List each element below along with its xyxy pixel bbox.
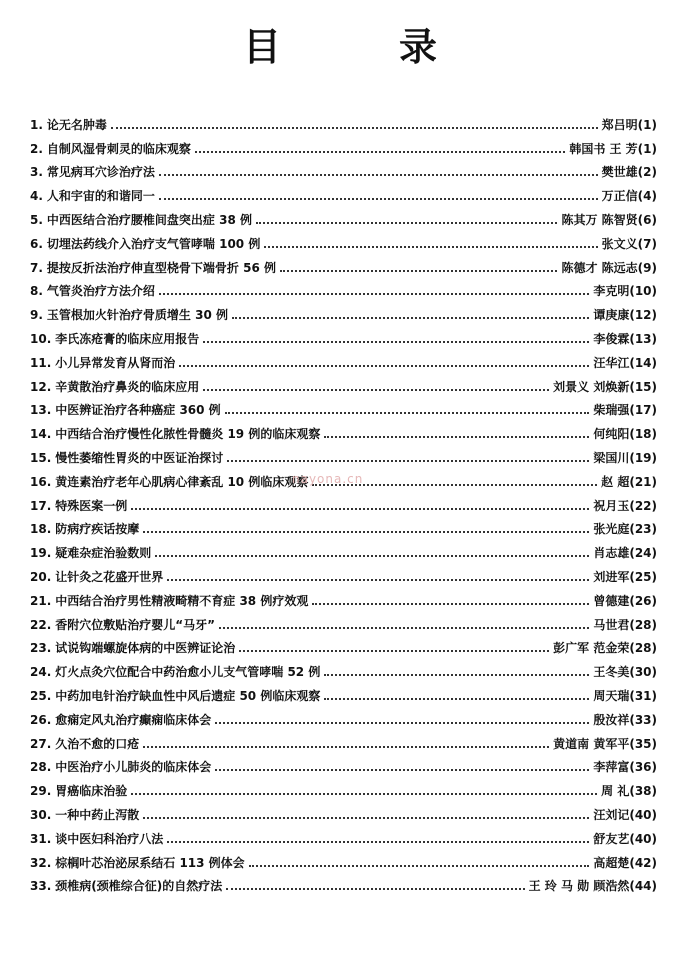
toc-entry[interactable] <box>30 204 657 228</box>
dot-leader <box>215 722 589 724</box>
entry-title: 香附穴位敷贴治疗婴儿“马牙” <box>55 617 216 632</box>
entry-number: 26. <box>30 712 52 727</box>
toc-entry[interactable] <box>30 347 657 371</box>
entry-number: 15. <box>30 450 52 465</box>
entry-page: (38) <box>629 784 657 799</box>
dot-leader <box>215 769 589 771</box>
entry-title: 中西医结合治疗腰椎间盘突出症 38 例 <box>46 212 252 227</box>
entry-authors: 王冬美 <box>593 665 630 680</box>
entry-title: 论无名肿毒 <box>46 117 107 132</box>
dot-leader <box>143 531 589 533</box>
entry-title: 一种中药止泻散 <box>55 807 140 822</box>
entry-number: 3. <box>30 165 43 180</box>
entry-title: 常见病耳穴诊治疗法 <box>46 165 155 180</box>
entry-number: 20. <box>30 569 52 584</box>
entry-page: (25) <box>629 569 657 584</box>
entry-authors: 高超楚 <box>593 855 630 870</box>
entry-number: 25. <box>30 688 52 703</box>
page-title <box>0 16 680 71</box>
dot-leader <box>203 341 589 343</box>
toc-entry[interactable] <box>30 133 657 157</box>
entry-authors: 刘景义 刘焕新 <box>553 379 630 394</box>
entry-number: 5. <box>30 212 43 227</box>
toc-entry[interactable] <box>30 299 657 323</box>
entry-title: 久治不愈的口疮 <box>55 736 140 751</box>
entry-authors: 马世君 <box>593 617 630 632</box>
entry-title: 黄连素治疗老年心肌病心律紊乱 10 例临床观察 <box>55 474 309 489</box>
entry-page: (42) <box>629 855 657 870</box>
entry-authors: 汪华江 <box>593 355 630 370</box>
entry-page: (18) <box>629 427 657 442</box>
toc-entry[interactable] <box>30 871 657 895</box>
dot-leader <box>159 198 598 200</box>
entry-authors: 谭庚康 <box>593 308 630 323</box>
toc-entry[interactable] <box>30 514 657 538</box>
entry-authors: 张光庭 <box>593 522 630 537</box>
entry-title: 防病疗疾话按摩 <box>55 522 140 537</box>
entry-number: 32. <box>30 855 52 870</box>
entry-page: (19) <box>629 450 657 465</box>
entry-authors: 李克明 <box>593 284 630 299</box>
toc-entry[interactable] <box>30 490 657 514</box>
entry-page: (28) <box>629 617 657 632</box>
dot-leader <box>324 698 589 700</box>
toc-entry[interactable] <box>30 799 657 823</box>
toc-entry[interactable] <box>30 704 657 728</box>
toc-entry[interactable] <box>30 180 657 204</box>
entry-page: (40) <box>629 831 657 846</box>
dot-leader <box>131 508 589 510</box>
entry-page: (40) <box>629 807 657 822</box>
entry-title: 自制风湿骨刺灵的临床观察 <box>46 141 191 156</box>
toc-entry[interactable] <box>30 680 657 704</box>
toc-entry[interactable] <box>30 252 657 276</box>
entry-number: 31. <box>30 831 52 846</box>
entry-page: (9) <box>637 260 657 275</box>
dot-leader <box>264 246 597 248</box>
entry-number: 11. <box>30 355 52 370</box>
entry-page: (10) <box>629 284 657 299</box>
entry-authors: 肖志雄 <box>593 546 630 561</box>
dot-leader <box>159 293 589 295</box>
title-char-2: 录 <box>399 25 438 69</box>
toc-entry[interactable] <box>30 442 657 466</box>
entry-page: (22) <box>629 498 657 513</box>
entry-authors: 梁国川 <box>593 450 630 465</box>
dot-leader <box>179 365 589 367</box>
entry-title: 试说钩端螺旋体病的中医辨证论治 <box>55 641 236 656</box>
toc-entry[interactable] <box>30 775 657 799</box>
entry-page: (21) <box>629 474 657 489</box>
entry-title: 切埋法药线介入治疗支气管哮喘 100 例 <box>46 236 261 251</box>
entry-title: 玉管根加火针治疗骨质增生 30 例 <box>46 308 228 323</box>
entry-page: (2) <box>637 165 657 180</box>
entry-authors: 周天瑞 <box>593 688 630 703</box>
entry-title: 灯火点灸穴位配合中药治愈小儿支气管哮喘 52 例 <box>55 665 321 680</box>
entry-page: (26) <box>629 593 657 608</box>
entry-authors: 樊世雄 <box>601 165 638 180</box>
entry-number: 21. <box>30 593 52 608</box>
entry-number: 23. <box>30 641 52 656</box>
entry-authors: 陈其万 陈智贤 <box>561 212 638 227</box>
dot-leader <box>143 746 549 748</box>
entry-page: (31) <box>629 688 657 703</box>
dot-leader <box>159 174 598 176</box>
dot-leader <box>324 674 589 676</box>
watermark: nayona.cn <box>292 472 364 486</box>
dot-leader <box>280 270 558 272</box>
dot-leader <box>155 555 589 557</box>
entry-number: 14. <box>30 427 52 442</box>
dot-leader <box>167 579 589 581</box>
entry-title: 棕榈叶芯治泌尿系结石 113 例体会 <box>55 855 245 870</box>
entry-title: 辛黄散治疗鼻炎的临床应用 <box>55 379 200 394</box>
entry-page: (23) <box>629 522 657 537</box>
dot-leader <box>226 888 524 890</box>
toc-entry[interactable] <box>30 276 657 300</box>
entry-number: 24. <box>30 665 52 680</box>
entry-number: 12. <box>30 379 52 394</box>
dot-leader <box>143 817 589 819</box>
entry-page: (13) <box>629 331 657 346</box>
entry-title: 中医治疗小儿肺炎的临床体会 <box>55 760 212 775</box>
dot-leader <box>312 603 589 605</box>
toc-entry[interactable] <box>30 633 657 657</box>
entry-page: (6) <box>637 212 657 227</box>
entry-page: (35) <box>629 736 657 751</box>
dot-leader <box>225 412 590 414</box>
entry-number: 6. <box>30 236 43 251</box>
entry-authors: 曾德建 <box>593 593 630 608</box>
entry-page: (30) <box>629 665 657 680</box>
entry-authors: 何纯阳 <box>593 427 630 442</box>
dot-leader <box>219 627 589 629</box>
entry-title: 愈痫定风丸治疗癫痫临床体会 <box>55 712 212 727</box>
entry-authors: 郑吕明 <box>601 117 638 132</box>
entry-number: 2. <box>30 141 43 156</box>
toc-entry[interactable] <box>30 823 657 847</box>
entry-authors: 黄道南 黄军平 <box>553 736 630 751</box>
toc-entry[interactable] <box>30 847 657 871</box>
entry-authors: 赵 超 <box>601 474 630 489</box>
entry-page: (17) <box>629 403 657 418</box>
entry-authors: 王 玲 马 勋 顾浩然 <box>528 879 630 894</box>
entry-title: 特殊医案一例 <box>55 498 128 513</box>
toc-entry[interactable] <box>30 371 657 395</box>
entry-number: 13. <box>30 403 52 418</box>
entry-page: (33) <box>629 712 657 727</box>
dot-leader <box>227 460 589 462</box>
dot-leader <box>131 793 597 795</box>
entry-number: 22. <box>30 617 52 632</box>
entry-authors: 祝月玉 <box>593 498 630 513</box>
entry-page: (24) <box>629 546 657 561</box>
entry-page: (14) <box>629 355 657 370</box>
toc-entry[interactable] <box>30 585 657 609</box>
entry-page: (4) <box>637 189 657 204</box>
dot-leader <box>249 865 590 867</box>
dot-leader <box>324 436 589 438</box>
entry-title: 疑难杂症治验数则 <box>55 546 152 561</box>
entry-page: (1) <box>637 141 657 156</box>
entry-number: 4. <box>30 189 43 204</box>
toc-entry[interactable] <box>30 228 657 252</box>
entry-number: 7. <box>30 260 43 275</box>
dot-leader <box>203 389 549 391</box>
entry-page: (28) <box>629 641 657 656</box>
title-char-1: 目 <box>242 25 281 69</box>
entry-number: 30. <box>30 807 52 822</box>
entry-title: 人和宇宙的和谐同一 <box>46 189 155 204</box>
entry-number: 16. <box>30 474 52 489</box>
dot-leader <box>111 127 598 129</box>
toc-entry[interactable] <box>30 109 657 133</box>
dot-leader <box>239 650 549 652</box>
dot-leader <box>232 317 589 319</box>
entry-page: (36) <box>629 760 657 775</box>
dot-leader <box>195 151 565 153</box>
entry-title: 中西结合治疗男性精液畸精不育症 38 例疗效观 <box>55 593 309 608</box>
entry-number: 17. <box>30 498 52 513</box>
dot-leader <box>256 222 558 224</box>
entry-authors: 李萍富 <box>593 760 630 775</box>
entry-authors: 彭广军 范金荣 <box>553 641 630 656</box>
toc-entry[interactable] <box>30 728 657 752</box>
toc-entry[interactable] <box>30 752 657 776</box>
entry-authors: 万正信 <box>601 189 638 204</box>
table-of-contents <box>30 109 657 894</box>
entry-title: 中药加电针治疗缺血性中风后遗症 50 例临床观察 <box>55 688 321 703</box>
toc-entry[interactable] <box>30 323 657 347</box>
entry-authors: 周 礼 <box>601 784 630 799</box>
toc-entry[interactable] <box>30 537 657 561</box>
toc-entry[interactable] <box>30 561 657 585</box>
entry-title: 谈中医妇科治疗八法 <box>55 831 164 846</box>
entry-number: 27. <box>30 736 52 751</box>
entry-title: 中医辨证治疗各种癌症 360 例 <box>55 403 221 418</box>
entry-authors: 刘进军 <box>593 569 630 584</box>
entry-number: 19. <box>30 546 52 561</box>
entry-authors: 韩国书 王 芳 <box>569 141 638 156</box>
toc-entry[interactable] <box>30 656 657 680</box>
toc-entry[interactable] <box>30 157 657 181</box>
entry-authors: 汪刘记 <box>593 807 630 822</box>
entry-title: 颈椎病(颈椎综合征)的自然疗法 <box>55 879 223 894</box>
entry-authors: 舒友艺 <box>593 831 630 846</box>
entry-number: 33. <box>30 879 52 894</box>
entry-number: 29. <box>30 784 52 799</box>
entry-title: 慢性萎缩性胃炎的中医证治探讨 <box>55 450 224 465</box>
entry-authors: 陈德才 陈远志 <box>561 260 638 275</box>
toc-entry[interactable] <box>30 395 657 419</box>
entry-number: 28. <box>30 760 52 775</box>
entry-authors: 李俊霖 <box>593 331 630 346</box>
entry-authors: 张文义 <box>601 236 638 251</box>
toc-entry[interactable] <box>30 418 657 442</box>
entry-page: (7) <box>637 236 657 251</box>
dot-leader <box>167 841 589 843</box>
entry-title: 李氏冻疮膏的临床应用报告 <box>55 331 200 346</box>
entry-number: 10. <box>30 331 52 346</box>
entry-page: (12) <box>629 308 657 323</box>
entry-title: 胃癌临床治验 <box>55 784 128 799</box>
toc-entry[interactable] <box>30 609 657 633</box>
entry-title: 小儿异常发育从肾而治 <box>55 355 176 370</box>
entry-number: 1. <box>30 117 43 132</box>
entry-page: (15) <box>629 379 657 394</box>
entry-title: 让针灸之花盛开世界 <box>55 569 164 584</box>
entry-page: (44) <box>629 879 657 894</box>
entry-page: (1) <box>637 117 657 132</box>
entry-number: 8. <box>30 284 43 299</box>
entry-number: 9. <box>30 308 43 323</box>
entry-title: 中西结合治疗慢性化脓性骨髓炎 19 例的临床观察 <box>55 427 321 442</box>
entry-authors: 殷汝祥 <box>593 712 630 727</box>
entry-number: 18. <box>30 522 52 537</box>
entry-title: 气管炎治疗方法介绍 <box>46 284 155 299</box>
entry-title: 提按反折法治疗伸直型桡骨下端骨折 56 例 <box>46 260 276 275</box>
entry-authors: 柴瑞强 <box>593 403 630 418</box>
